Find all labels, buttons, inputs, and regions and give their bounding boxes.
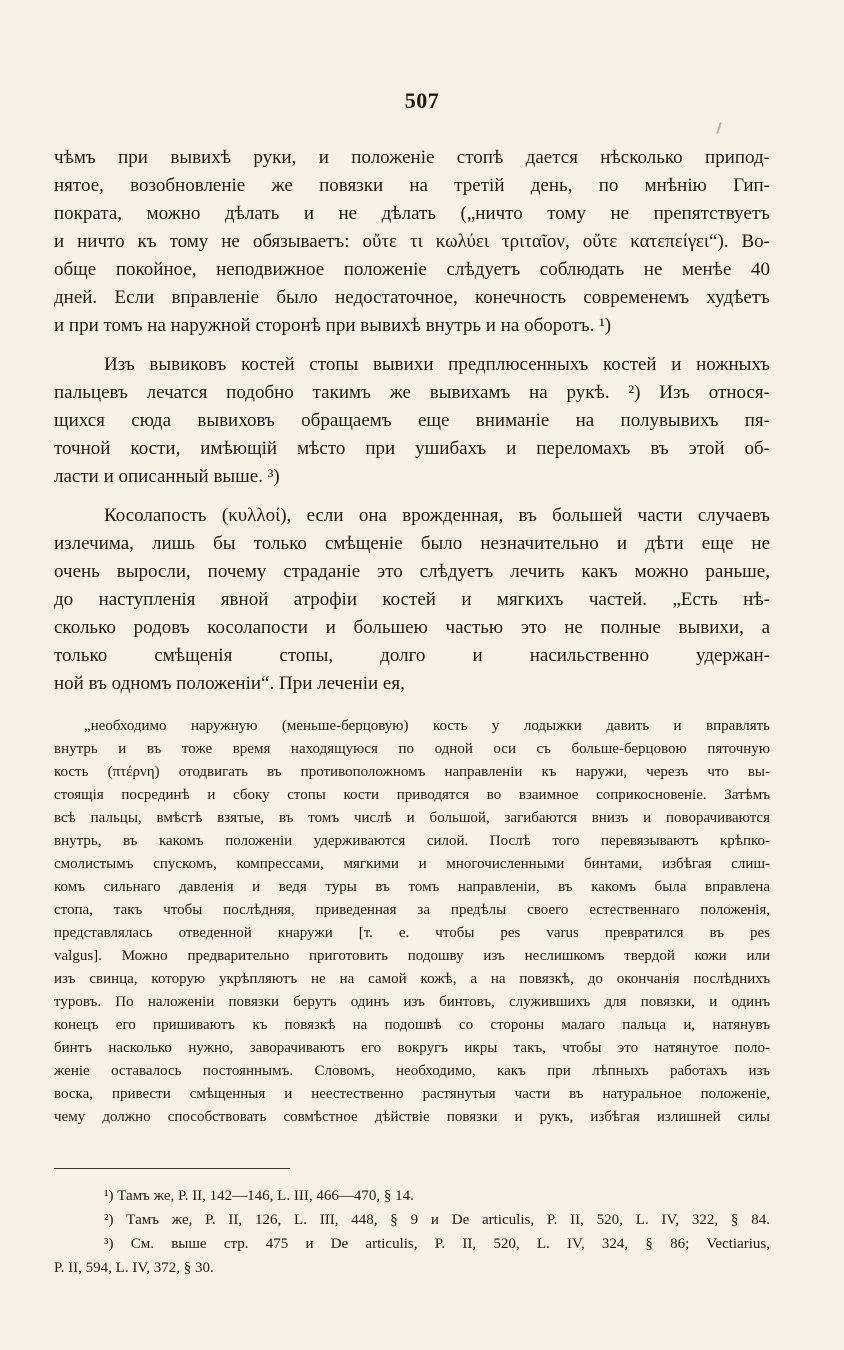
text-line: обще покойное, неподвижное положеніе слѣдуетъ соблюдать не менѣе 40 — [54, 259, 770, 280]
quote-line: бинтъ насколько нужно, заворачиваютъ его вокругъ икры такъ, чтобы это натянутое поло- — [54, 1040, 770, 1056]
footnote-1: ¹) Тамъ же, P. II, 142—146, L. III, 466—470, § 14. — [104, 1188, 414, 1204]
page-number: 507 — [404, 88, 440, 113]
paragraph-3 — [54, 502, 770, 698]
text-line: дней. Если вправленіе было недостаточное, конечность современемъ худѣетъ — [54, 287, 770, 308]
block-quote — [54, 715, 770, 1129]
quote-line: женіе оставалось постояннымъ. Словомъ, необходимо, какъ при лѣпныхъ работахъ изъ — [54, 1063, 770, 1079]
text-line: очень выросли, почему страданіе это слѣдуетъ лечить какъ можно раньше, — [54, 561, 770, 582]
text-line: нятое, возобновленіе же повязки на третій день, по мнѣнію Гип- — [54, 175, 770, 196]
text-line: ласти и описанный выше. ³) — [54, 466, 280, 487]
text-line: чѣмъ при вывихѣ руки, и положеніе стопѣ дается нѣсколько припод- — [54, 147, 770, 168]
text-line: пальцевъ лечатся подобно такимъ же вывихамъ на рукѣ. ²) Изъ относя- — [54, 382, 770, 403]
quote-line: valgus]. Можно предварительно приготовить подошву изъ неслишкомъ твердой кожи или — [54, 948, 770, 964]
quote-line: стоящія посрединѣ и сбоку стопы кости приводятся во взаимное соприкосновеніе. Затѣмъ — [54, 787, 770, 803]
text-line: ной въ одномъ положеніи“. При леченіи ея, — [54, 673, 405, 694]
quote-line: внутрь и въ тоже время находящуюся по одной оси съ больше-берцовою пяточную — [54, 741, 770, 757]
quote-line: туровъ. По наложеніи повязки берутъ одинъ изъ бинтовъ, служившихъ для повязки, и одинъ — [54, 994, 770, 1010]
quote-line: всѣ пальцы, вмѣстѣ взятые, въ томъ числѣ и большой, загибаются внизъ и поворачиваются — [54, 810, 770, 826]
text-line: излечима, лишь бы только смѣщеніе было незначительно и дѣти еще не — [54, 533, 770, 554]
margin-mark — [716, 122, 722, 134]
footnote-2: ²) Тамъ же, P. II, 126, L. III, 448, § 9 и De articulis, P. II, 520, L. IV, 322, § 84. — [104, 1212, 770, 1228]
quote-line: воска, привести смѣщенныя и неестественно растянутыя части въ натуральное положеніе, — [54, 1086, 770, 1102]
quote-line: конецъ его пришиваютъ къ повязкѣ на подошвѣ со стороны малаго пальца и, натянувъ — [54, 1017, 770, 1033]
text-line: до наступленія явной атрофіи костей и мягкихъ частей. „Есть нѣ- — [54, 589, 770, 610]
text-line: щихся сюда вывиховъ обращаемъ еще вниманіе на полувывихъ пя- — [54, 410, 770, 431]
text-line: сколько родовъ косолапости и большею частью это не полные вывихи, а — [54, 617, 770, 638]
text-line: пократа, можно дѣлать и не дѣлать („ничто тому не препятствуетъ — [54, 203, 770, 224]
footnote-divider — [54, 1168, 290, 1169]
quote-line: чему должно способствовать совмѣстное дѣйствіе повязки и рукъ, избѣгая излишней силы — [54, 1109, 770, 1125]
quote-line: комъ сильнаго давленія и ведя туры въ томъ направленіи, въ какомъ была вправлена — [54, 879, 770, 895]
footnotes — [54, 1184, 770, 1280]
text-line: и ничто къ тому не обязываетъ: οὔτε τι κωλύει τριταῖον, οὔτε κατεπείγει“). Во- — [54, 231, 770, 252]
paragraph-1 — [54, 144, 770, 340]
quote-line: изъ свинца, которую укрѣпляютъ не на самой кожѣ, а на повязкѣ, до окончанія послѣднихъ — [54, 971, 770, 987]
quote-line: внутрь, въ какомъ положеніи удерживаются силой. Послѣ того перевязываютъ крѣпко- — [54, 833, 770, 849]
footnote-3: ³) См. выше стр. 475 и De articulis, P. II, 520, L. IV, 324, § 86; Vectiarius, — [104, 1236, 770, 1252]
paragraph-2 — [54, 351, 770, 491]
quote-line: смолистымъ спускомъ, компрессами, мягкими и многочисленными бинтами, избѣгая слиш- — [54, 856, 770, 872]
text-line: только смѣщенія стопы, долго и насильственно удержан- — [54, 645, 770, 666]
quote-line: стопа, такъ чтобы послѣдняя, приведенная за предѣлы своего естественнаго положенія, — [54, 902, 770, 918]
text-line: Изъ вывиковъ костей стопы вывихи предплюсенныхъ костей и ножныхъ — [104, 354, 770, 375]
quote-line: представлялась отведенной кнаружи [т. е. чтобы pes varus превратился въ pes — [54, 925, 770, 941]
quote-line: кость (πτέρνη) отодвигать въ противоположномъ направленіи къ наружи, черезъ что вы- — [54, 764, 770, 780]
quote-line: „необходимо наружную (меньше-берцовую) кость у лодыжки давить и вправлять — [84, 718, 770, 734]
text-line: точной кости, имѣющій мѣсто при ушибахъ и переломахъ въ этой об- — [54, 438, 770, 459]
text-line: Косолапость (κυλλοί), если она врожденная, въ большей части случаевъ — [104, 505, 770, 526]
footnote-3-continued: P. II, 594, L. IV, 372, § 30. — [54, 1260, 214, 1276]
text-line: и при томъ на наружной сторонѣ при вывихѣ внутрь и на оборотъ. ¹) — [54, 315, 612, 336]
